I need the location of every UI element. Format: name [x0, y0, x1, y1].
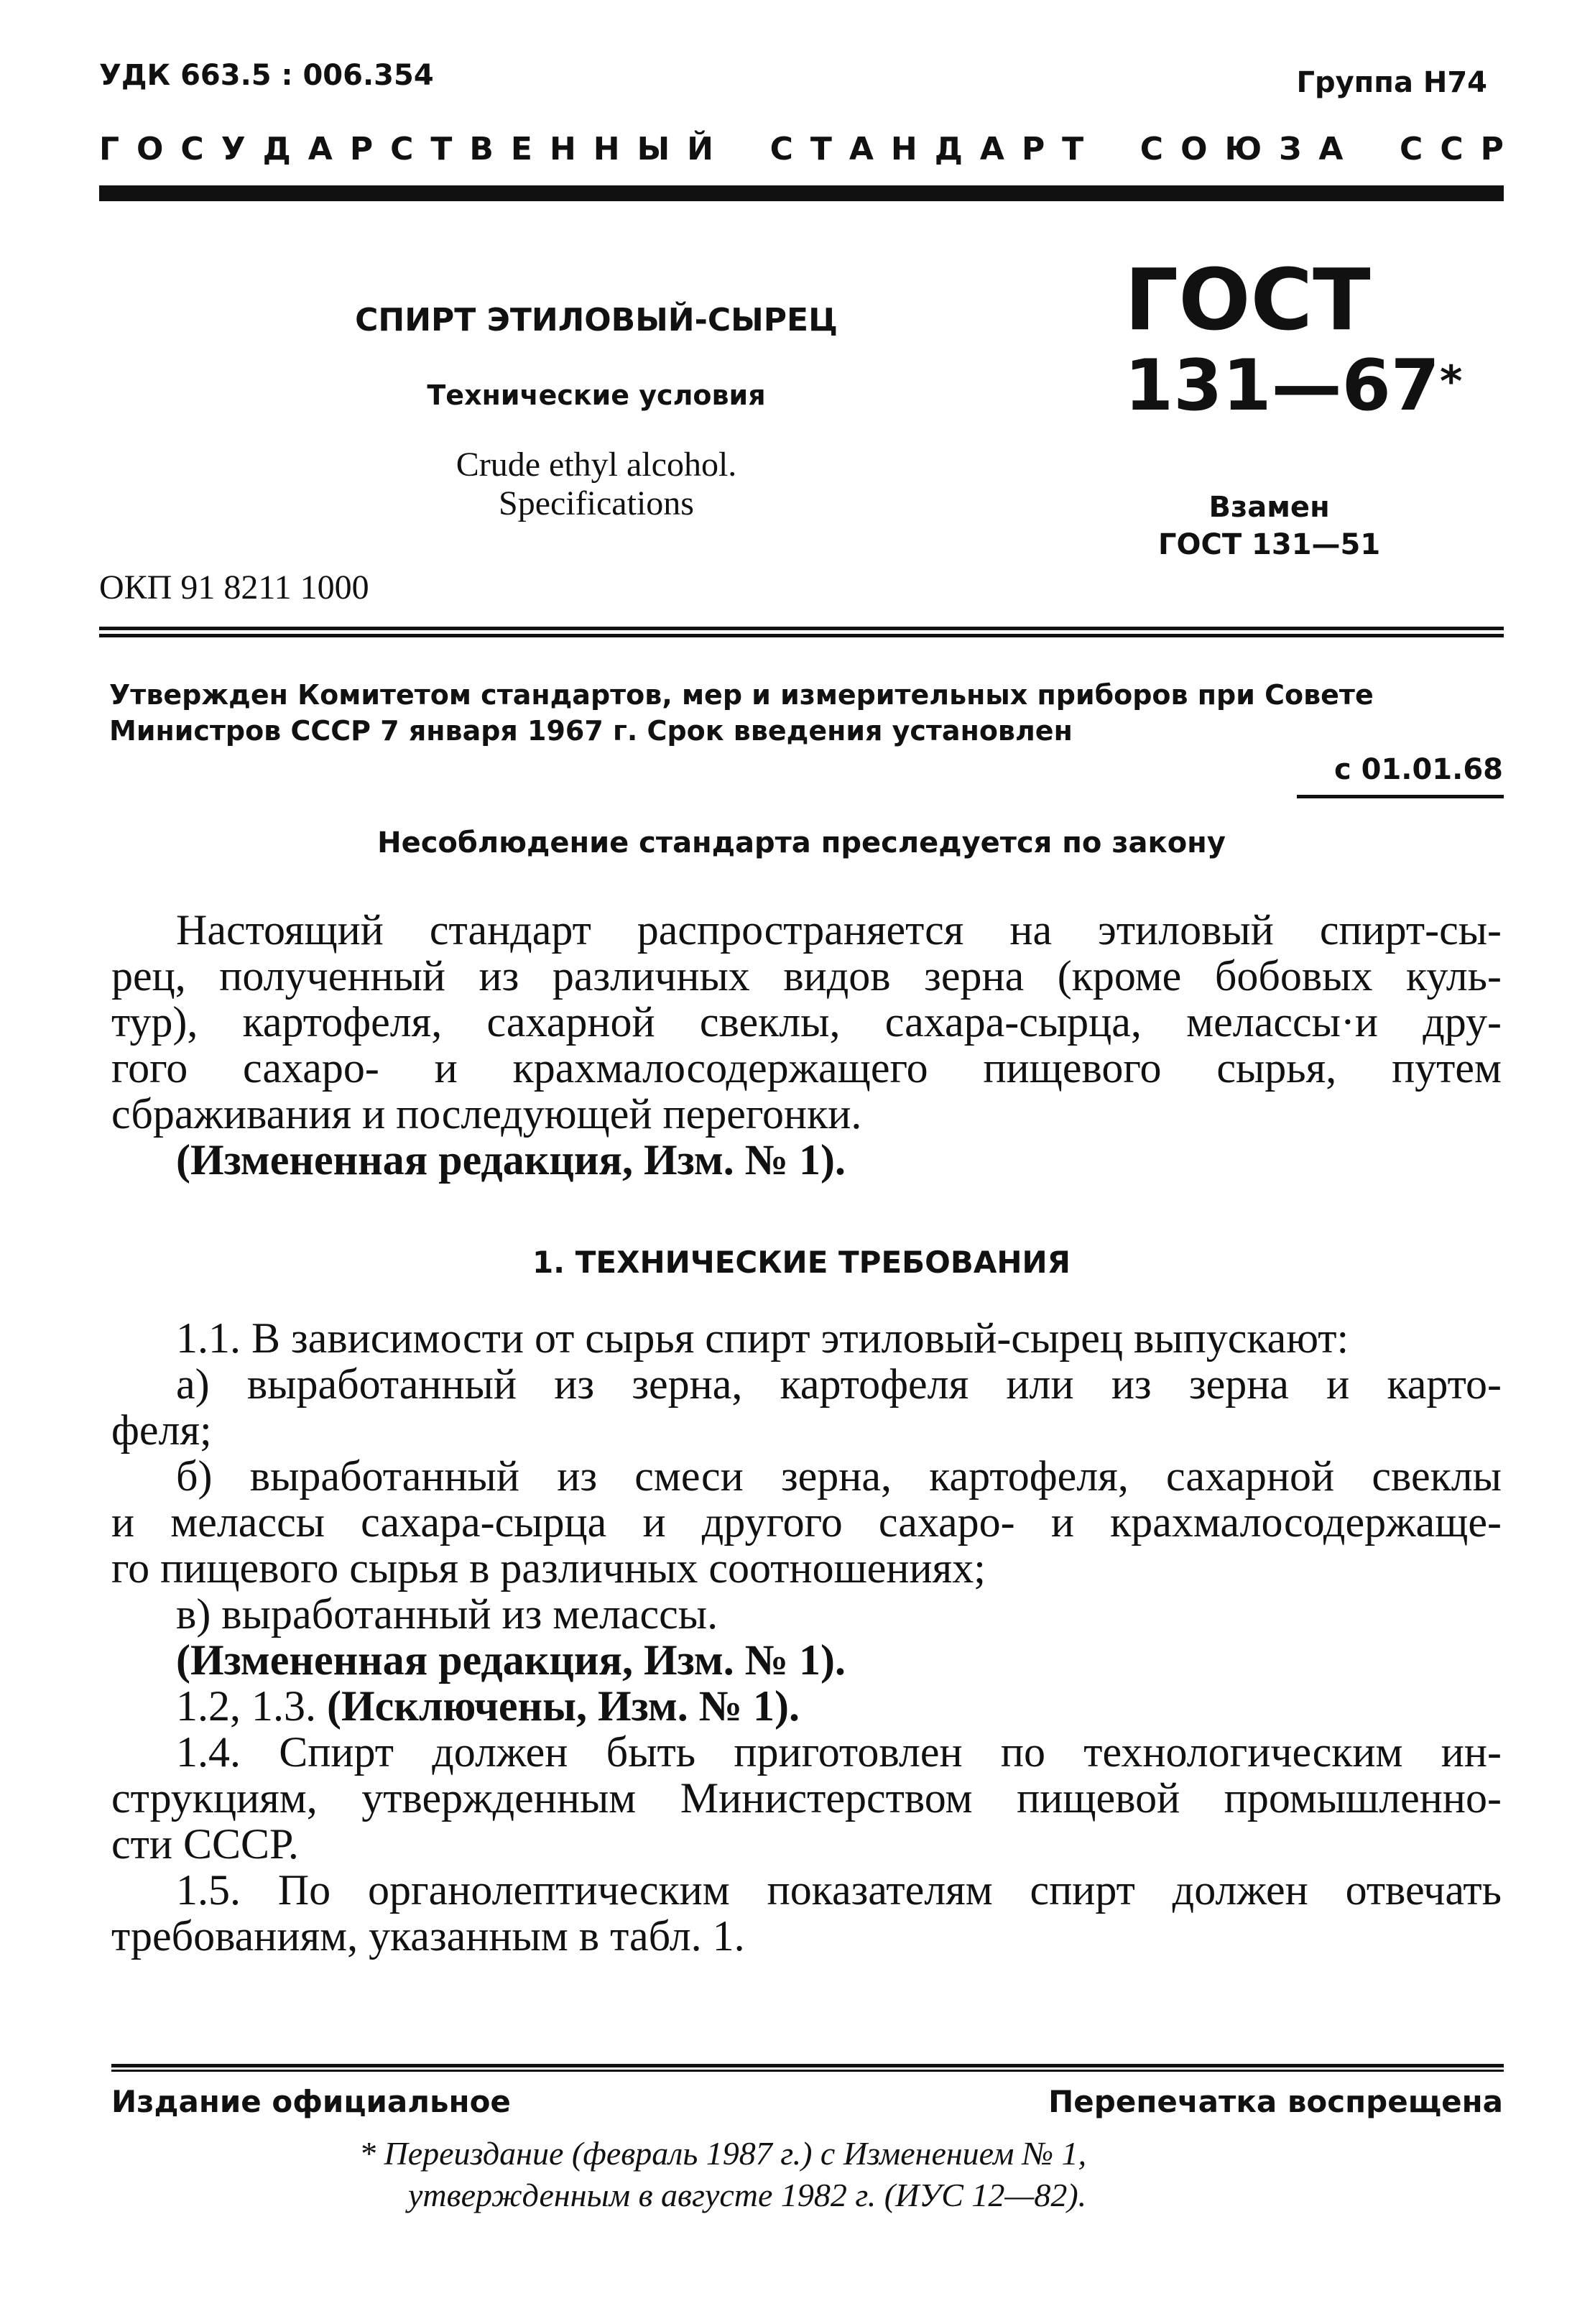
reissue-note-line-2: утвержденным в августе 1982 г. (ИУС 12—82).: [408, 2177, 1087, 2213]
clause-1-4-line: 1.4. Спирт должен быть приготовлен по технологическим ин-: [176, 1728, 1502, 1776]
section-line: в) выработанный из мелассы.: [176, 1590, 718, 1638]
title-rule-bottom: [99, 634, 1504, 637]
intro-line: тур), картофеля, сахарной свеклы, сахара-сырца, мелассы·и дру-: [111, 998, 1502, 1046]
heading-letter: С: [1139, 131, 1164, 167]
gost-number: [1124, 346, 1462, 425]
section-heading: 1. ТЕХНИЧЕСКИЕ ТРЕБОВАНИЯ: [532, 1245, 1071, 1280]
reprint-prohibited: Перепечатка воспрещена: [1048, 2084, 1503, 2119]
intro-amendment: (Измененная редакция, Изм. № 1).: [176, 1136, 846, 1184]
heading-letter: Ы: [637, 131, 670, 167]
heading-letter: А: [1318, 131, 1344, 167]
document-title: СПИРТ ЭТИЛОВЫЙ-СЫРЕЦ: [355, 302, 838, 338]
heading-letter: Д: [934, 131, 963, 167]
heading-letter: Т: [810, 131, 832, 167]
heading-letter: Р: [1480, 131, 1504, 167]
heading-letter: С: [1440, 131, 1464, 167]
document-subtitle: Технические условия: [427, 379, 766, 411]
gost-number-value: 131—67: [1124, 345, 1440, 427]
heading-letter: В: [469, 131, 494, 167]
heading-letter: А: [849, 131, 874, 167]
effective-date: с 01.01.68: [1333, 753, 1503, 786]
heading-letter: З: [1279, 131, 1302, 167]
gost-label: ГОСТ: [1124, 250, 1371, 349]
heading-letter: Т: [430, 131, 453, 167]
english-title-line-2: Specifications: [499, 484, 694, 522]
clause-1-5-line: 1.5. По органолептическим показателям спирт должен отвечать: [176, 1866, 1502, 1914]
section-amendment: (Измененная редакция, Изм. № 1).: [176, 1636, 846, 1684]
clause-1-2-text: (Исключены, Изм. № 1).: [327, 1682, 800, 1730]
replaces-block: [1158, 489, 1380, 563]
reissue-note-line-1: * Переиздание (февраль 1987 г.) с Изменением № 1,: [359, 2135, 1087, 2172]
header-rule: [99, 185, 1504, 201]
heading-letter: С: [390, 131, 414, 167]
clause-1-5-line: требованиям, указанным в табл. 1.: [111, 1912, 745, 1960]
clause-1-4-line: сти СССР.: [111, 1820, 299, 1868]
section-line: 1.1. В зависимости от сырья спирт этиловый-сырец выпускают:: [176, 1314, 1349, 1362]
group-code: Группа Н74: [1296, 66, 1487, 99]
heading-letter: Н: [890, 131, 917, 167]
footer-rule-bottom: [111, 2070, 1504, 2072]
heading-letter: Ю: [1224, 131, 1262, 167]
approval-text: Утвержден Комитетом стандартов, мер и измерительных приборов при Совете Министров СССР 7 января 1967 г. Срок введения установлен: [109, 679, 1374, 747]
heading-letter: А: [979, 131, 1004, 167]
intro-line: рец, полученный из различных видов зерна (кроме бобовых куль-: [111, 952, 1502, 1000]
heading-letter: Н: [593, 131, 620, 167]
title-rule-top: [99, 627, 1504, 630]
heading-letter: О: [137, 131, 164, 167]
official-edition: Издание официальное: [111, 2084, 511, 2119]
law-notice: Несоблюдение стандарта преследуется по закону: [377, 826, 1226, 859]
intro-line: сбраживания и последующей перегонки.: [111, 1090, 862, 1138]
replaces-value: ГОСТ 131—51: [1158, 528, 1381, 561]
heading-letter: Д: [262, 131, 291, 167]
heading-letter: Г: [99, 131, 120, 167]
okp-code: ОКП 91 8211 1000: [99, 568, 369, 607]
heading-space: [731, 131, 753, 167]
section-line: феля;: [111, 1406, 212, 1454]
heading-letter: Р: [1021, 131, 1045, 167]
section-line: а) выработанный из зерна, картофеля или из зерна и карто-: [176, 1360, 1502, 1408]
udc-code: УДК 663.5 : 006.354: [99, 59, 434, 92]
english-title: [345, 446, 848, 523]
intro-line: Настоящий стандарт распространяется на этиловый спирт-сы-: [176, 906, 1502, 954]
state-standard-heading: [99, 131, 1504, 167]
reissue-note: [359, 2133, 1086, 2216]
section-line: и мелассы сахара-сырца и другого сахаро- и крахмалосодержаще-: [111, 1498, 1502, 1546]
intro-paragraph: [111, 907, 1502, 1183]
clause-1-2-number: 1.2, 1.3.: [176, 1682, 316, 1730]
heading-letter: Н: [549, 131, 576, 167]
heading-letter: У: [221, 131, 246, 167]
gost-number-mark: *: [1439, 356, 1463, 407]
heading-letter: Й: [687, 131, 713, 167]
replaces-label: Взамен: [1208, 491, 1330, 524]
heading-letter: С: [180, 131, 204, 167]
effective-date-underline: [1297, 795, 1504, 798]
heading-letter: С: [769, 131, 793, 167]
clause-1-4-line: струкциям, утвержденным Министерством пищевой промышленно-: [111, 1774, 1502, 1822]
heading-space: [1101, 131, 1123, 167]
section-line: го пищевого сырья в различных соотношениях;: [111, 1544, 986, 1592]
heading-letter: Р: [349, 131, 374, 167]
english-title-line-1: Crude ethyl alcohol.: [456, 446, 737, 484]
heading-letter: О: [1180, 131, 1208, 167]
footer-rule-top: [111, 2064, 1504, 2067]
heading-letter: А: [308, 131, 333, 167]
heading-letter: Т: [1062, 131, 1084, 167]
intro-line: гого сахаро- и крахмалосодержащего пищевого сырья, путем: [111, 1044, 1502, 1092]
heading-space: [1360, 131, 1382, 167]
section1-body: [111, 1315, 1502, 1959]
clause-1-2: [111, 1683, 1502, 1729]
heading-letter: С: [1400, 131, 1423, 167]
heading-letter: Е: [510, 131, 532, 167]
section-line: б) выработанный из смеси зерна, картофеля, сахарной свеклы: [176, 1452, 1502, 1500]
